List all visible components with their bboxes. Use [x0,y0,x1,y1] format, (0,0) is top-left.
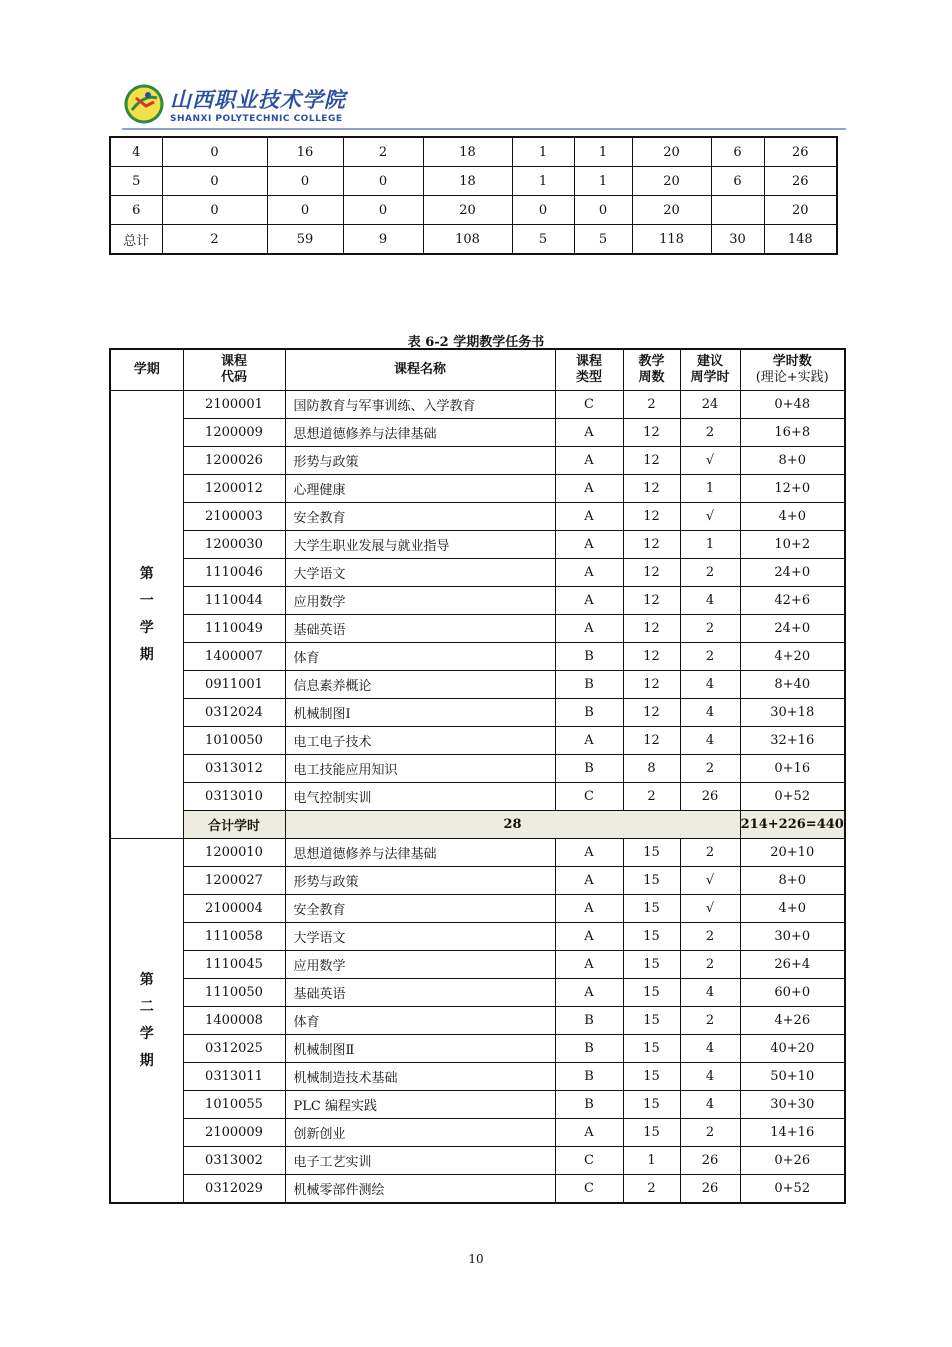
table-caption: 表 6-2 学期教学任务书 [407,335,545,350]
total-hours: 24+0 [740,559,845,587]
summary-cell: 20 [423,196,512,225]
course-name: 思想道德修养与法律基础 [285,419,555,447]
course-name: 应用数学 [285,951,555,979]
course-type: A [555,447,623,475]
course-type: B [555,1007,623,1035]
course-name: 体育 [285,1007,555,1035]
course-row [110,1091,845,1119]
summary-cell: 2 [162,225,267,255]
teaching-weeks: 15 [623,1119,680,1147]
total-hours: 50+10 [740,1063,845,1091]
semester-label-char: 第 [139,565,154,582]
weekly-hours: √ [680,867,740,895]
course-name: 创新创业 [285,1119,555,1147]
header-course-code: 课程 代码 [183,349,285,391]
course-code: 1200010 [183,839,285,867]
course-type: A [555,419,623,447]
summary-cell: 1 [574,137,632,167]
semester-label-char: 第 [139,971,154,988]
weekly-hours: 1 [680,475,740,503]
course-row [110,643,845,671]
summary-row [110,196,837,225]
header-total-hours: 学时数 (理论+实践) [740,349,845,391]
summary-cell: 20 [764,196,837,225]
teaching-weeks: 15 [623,1007,680,1035]
course-code: 1010050 [183,727,285,755]
summary-row [110,167,837,196]
course-type: A [555,615,623,643]
summary-cell: 18 [423,137,512,167]
course-type: A [555,475,623,503]
summary-cell: 18 [423,167,512,196]
course-row [110,587,845,615]
college-name-en: SHANXI POLYTECHNIC COLLEGE [170,114,343,124]
weekly-hours: 4 [680,1091,740,1119]
total-hours: 60+0 [740,979,845,1007]
course-row [110,923,845,951]
total-hours: 4+20 [740,643,845,671]
weekly-hours: 2 [680,1119,740,1147]
teaching-weeks: 15 [623,1091,680,1119]
teaching-weeks: 1 [623,1147,680,1175]
summary-cell: 26 [764,167,837,196]
course-row [110,447,845,475]
total-hours: 20+10 [740,839,845,867]
course-code: 0313011 [183,1063,285,1091]
summary-cell: 5 [574,225,632,255]
teaching-weeks: 12 [623,671,680,699]
course-code: 0312029 [183,1175,285,1204]
total-hours: 16+8 [740,419,845,447]
teaching-weeks: 12 [623,475,680,503]
teaching-weeks: 15 [623,867,680,895]
course-row [110,895,845,923]
summary-cell: 总计 [110,225,162,255]
semester-label-char: 一 [139,592,154,609]
college-logo-icon [124,84,164,124]
course-code: 1110050 [183,979,285,1007]
course-type: B [555,755,623,783]
course-type: A [555,895,623,923]
summary-cell: 6 [110,196,162,225]
total-hours: 0+52 [740,1175,845,1204]
semester-label-char: 期 [139,1052,154,1069]
summary-cell: 1 [574,167,632,196]
header-divider [122,128,846,130]
summary-cell: 2 [343,137,423,167]
teaching-weeks: 12 [623,727,680,755]
course-row [110,531,845,559]
course-name: 形势与政策 [285,867,555,895]
weekly-hours: 26 [680,1175,740,1204]
course-row [110,391,845,419]
course-code: 1110046 [183,559,285,587]
course-name: 电工电子技术 [285,727,555,755]
total-hours: 10+2 [740,531,845,559]
weekly-hours: 2 [680,559,740,587]
course-name: 体育 [285,643,555,671]
total-hours: 0+16 [740,755,845,783]
summary-cell: 1 [512,167,574,196]
course-code: 1110045 [183,951,285,979]
course-type: A [555,839,623,867]
weekly-hours: √ [680,503,740,531]
course-row [110,419,845,447]
summary-cell [711,196,764,225]
weekly-hours: 1 [680,531,740,559]
course-name: PLC 编程实践 [285,1091,555,1119]
teaching-weeks: 12 [623,447,680,475]
course-code: 2100004 [183,895,285,923]
course-row [110,1035,845,1063]
course-type: A [555,979,623,1007]
weekly-hours: 2 [680,615,740,643]
summary-cell: 0 [343,196,423,225]
course-row [110,1147,845,1175]
header-course-name: 课程名称 [285,349,555,391]
weekly-hours: 2 [680,1007,740,1035]
summary-cell: 20 [632,167,711,196]
course-code: 1200027 [183,867,285,895]
teaching-weeks: 12 [623,559,680,587]
semester-label-char: 学 [139,619,154,636]
total-hours: 8+0 [740,447,845,475]
summary-row [110,225,837,255]
summary-cell: 0 [267,167,343,196]
total-hours: 8+40 [740,671,845,699]
course-code: 0312025 [183,1035,285,1063]
course-row [110,503,845,531]
course-type: C [555,783,623,811]
course-name: 大学语文 [285,559,555,587]
course-type: A [555,531,623,559]
semester-label-char: 二 [139,998,154,1015]
course-type: C [555,1175,623,1204]
course-type: B [555,699,623,727]
weekly-hours: √ [680,895,740,923]
course-code: 1200012 [183,475,285,503]
semester-label-char: 期 [139,646,154,663]
course-type: C [555,1147,623,1175]
teaching-weeks: 12 [623,615,680,643]
summary-cell: 0 [512,196,574,225]
course-type: A [555,923,623,951]
teaching-weeks: 12 [623,587,680,615]
course-name: 基础英语 [285,615,555,643]
course-name: 电气控制实训 [285,783,555,811]
course-code: 2100001 [183,391,285,419]
summary-cell: 5 [110,167,162,196]
weekly-hours: √ [680,447,740,475]
weekly-hours: 4 [680,979,740,1007]
course-code: 1010055 [183,1091,285,1119]
total-hours: 4+26 [740,1007,845,1035]
course-name: 安全教育 [285,895,555,923]
subtotal-row [110,811,845,839]
summary-cell: 118 [632,225,711,255]
course-type: A [555,1119,623,1147]
course-row [110,475,845,503]
summary-cell: 59 [267,225,343,255]
total-hours: 26+4 [740,951,845,979]
course-type: A [555,503,623,531]
summary-cell: 30 [711,225,764,255]
course-row [110,727,845,755]
summary-cell: 6 [711,137,764,167]
summary-cell: 5 [512,225,574,255]
teaching-weeks: 12 [623,531,680,559]
course-name: 机械制造技术基础 [285,1063,555,1091]
course-name: 应用数学 [285,587,555,615]
college-name-cn: 山西职业技术学院 [170,88,346,112]
teaching-weeks: 15 [623,1063,680,1091]
course-row [110,1063,845,1091]
weekly-hours: 4 [680,1035,740,1063]
course-name: 机械制图Ⅰ [285,699,555,727]
course-name: 大学语文 [285,923,555,951]
course-type: C [555,391,623,419]
page-number: 10 [468,1252,484,1266]
course-row [110,699,845,727]
total-hours: 14+16 [740,1119,845,1147]
total-hours: 4+0 [740,895,845,923]
total-hours: 42+6 [740,587,845,615]
course-row [110,1119,845,1147]
course-code: 1400007 [183,643,285,671]
course-name: 基础英语 [285,979,555,1007]
teaching-weeks: 15 [623,979,680,1007]
weekly-hours: 4 [680,727,740,755]
header-course-type: 课程 类型 [555,349,623,391]
weekly-hours: 2 [680,923,740,951]
page-header [122,82,842,130]
summary-cell: 4 [110,137,162,167]
teaching-weeks: 8 [623,755,680,783]
course-type: A [555,727,623,755]
course-name: 安全教育 [285,503,555,531]
course-type: B [555,671,623,699]
summary-cell: 108 [423,225,512,255]
teaching-weeks: 12 [623,503,680,531]
course-code: 2100009 [183,1119,285,1147]
summary-cell: 0 [162,196,267,225]
teaching-weeks: 12 [623,419,680,447]
summary-cell: 0 [343,167,423,196]
summary-cell: 26 [764,137,837,167]
subtotal-label: 合计学时 [183,811,285,839]
summary-cell: 0 [267,196,343,225]
course-name: 心理健康 [285,475,555,503]
subtotal-total-hours: 214+226=440 [740,811,845,839]
course-name: 电工技能应用知识 [285,755,555,783]
summary-cell: 6 [711,167,764,196]
summary-cell: 20 [632,137,711,167]
course-name: 信息素养概论 [285,671,555,699]
summary-cell: 0 [162,167,267,196]
total-hours: 4+0 [740,503,845,531]
weekly-hours: 2 [680,951,740,979]
weekly-hours: 24 [680,391,740,419]
course-row [110,559,845,587]
teaching-weeks: 12 [623,643,680,671]
total-hours: 12+0 [740,475,845,503]
course-type: B [555,1091,623,1119]
summary-cell: 148 [764,225,837,255]
course-row [110,951,845,979]
course-code: 0313002 [183,1147,285,1175]
course-row [110,867,845,895]
teaching-weeks: 15 [623,1035,680,1063]
semester-task-table [109,348,846,1204]
course-type: B [555,1063,623,1091]
course-code: 1400008 [183,1007,285,1035]
teaching-weeks: 2 [623,1175,680,1204]
weekly-hours: 2 [680,839,740,867]
teaching-weeks: 2 [623,783,680,811]
summary-cell: 0 [162,137,267,167]
course-name: 形势与政策 [285,447,555,475]
summary-table [109,136,838,255]
course-row [110,671,845,699]
table-header-row [110,349,845,391]
course-code: 0313010 [183,783,285,811]
course-type: B [555,643,623,671]
weekly-hours: 2 [680,643,740,671]
total-hours: 30+18 [740,699,845,727]
teaching-weeks: 15 [623,839,680,867]
course-row [110,615,845,643]
total-hours: 32+16 [740,727,845,755]
course-name: 大学生职业发展与就业指导 [285,531,555,559]
teaching-weeks: 15 [623,923,680,951]
course-name: 国防教育与军事训练、入学教育 [285,391,555,419]
course-code: 1110058 [183,923,285,951]
teaching-weeks: 12 [623,699,680,727]
total-hours: 30+30 [740,1091,845,1119]
course-row [110,979,845,1007]
weekly-hours: 2 [680,419,740,447]
course-code: 1200030 [183,531,285,559]
teaching-weeks: 15 [623,951,680,979]
course-name: 机械零部件测绘 [285,1175,555,1204]
summary-cell: 9 [343,225,423,255]
weekly-hours: 4 [680,671,740,699]
course-row [110,839,845,867]
total-hours: 40+20 [740,1035,845,1063]
semester-label-char: 学 [139,1025,154,1042]
course-code: 1200009 [183,419,285,447]
course-name: 机械制图Ⅱ [285,1035,555,1063]
course-code: 0911001 [183,671,285,699]
course-type: A [555,951,623,979]
header-weekly-hours: 建议 周学时 [680,349,740,391]
total-hours: 30+0 [740,923,845,951]
course-row [110,755,845,783]
course-row [110,1175,845,1204]
summary-cell: 1 [512,137,574,167]
course-code: 1110044 [183,587,285,615]
subtotal-weekly-hours: 28 [285,811,740,839]
total-hours: 8+0 [740,867,845,895]
total-hours: 0+52 [740,783,845,811]
header-semester: 学期 [110,349,183,391]
course-type: A [555,867,623,895]
weekly-hours: 26 [680,783,740,811]
course-type: A [555,587,623,615]
semester-label [110,839,183,1204]
header-teaching-weeks: 教学 周数 [623,349,680,391]
summary-row [110,137,837,167]
weekly-hours: 4 [680,1063,740,1091]
course-type: A [555,559,623,587]
weekly-hours: 26 [680,1147,740,1175]
summary-cell: 0 [574,196,632,225]
weekly-hours: 2 [680,755,740,783]
course-name: 思想道德修养与法律基础 [285,839,555,867]
total-hours: 0+26 [740,1147,845,1175]
total-hours: 0+48 [740,391,845,419]
weekly-hours: 4 [680,699,740,727]
total-hours: 24+0 [740,615,845,643]
course-code: 1110049 [183,615,285,643]
course-row [110,1007,845,1035]
summary-cell: 20 [632,196,711,225]
course-code: 0312024 [183,699,285,727]
teaching-weeks: 15 [623,895,680,923]
course-code: 2100003 [183,503,285,531]
course-type: B [555,1035,623,1063]
teaching-weeks: 2 [623,391,680,419]
summary-cell: 16 [267,137,343,167]
course-code: 0313012 [183,755,285,783]
weekly-hours: 4 [680,587,740,615]
semester-label [110,391,183,839]
course-name: 电子工艺实训 [285,1147,555,1175]
course-row [110,783,845,811]
course-code: 1200026 [183,447,285,475]
